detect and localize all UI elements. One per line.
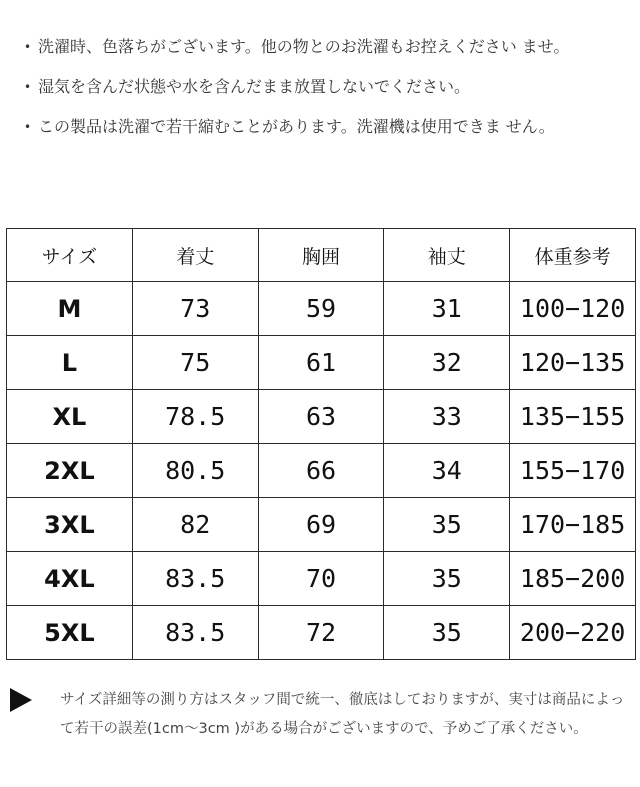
table-row [7, 336, 636, 390]
length-cell: 83.5 [132, 606, 258, 660]
header-chest: 胸囲 [258, 229, 384, 282]
sleeve-cell: 34 [384, 444, 510, 498]
care-note-text: 洗濯時、色落ちがございます。他の物とのお洗濯もお控えください ませ。 [38, 37, 570, 56]
care-note [24, 112, 624, 142]
header-sleeve: 袖丈 [384, 229, 510, 282]
chest-cell: 69 [258, 498, 384, 552]
triangle-right-icon [10, 688, 54, 712]
weight-cell: 185−200 [510, 552, 636, 606]
table-row [7, 606, 636, 660]
care-note-text: 湿気を含んだ状態や水を含んだまま放置しないでください。 [38, 77, 471, 96]
table-row [7, 552, 636, 606]
weight-cell: 100−120 [510, 282, 636, 336]
sleeve-cell: 35 [384, 606, 510, 660]
chest-cell: 72 [258, 606, 384, 660]
length-cell: 78.5 [132, 390, 258, 444]
header-weight: 体重参考 [510, 229, 636, 282]
size-cell: 3XL [7, 498, 133, 552]
length-cell: 73 [132, 282, 258, 336]
bullet-icon: • [24, 120, 32, 134]
weight-cell: 135−155 [510, 390, 636, 444]
care-note [24, 72, 624, 102]
length-cell: 80.5 [132, 444, 258, 498]
chest-cell: 63 [258, 390, 384, 444]
chest-cell: 70 [258, 552, 384, 606]
table-header-row [7, 229, 636, 282]
size-cell: L [7, 336, 133, 390]
sleeve-cell: 33 [384, 390, 510, 444]
care-notes [24, 32, 624, 152]
size-cell: 2XL [7, 444, 133, 498]
size-cell: XL [7, 390, 133, 444]
length-cell: 83.5 [132, 552, 258, 606]
table-row [7, 390, 636, 444]
care-note-text: この製品は洗濯で若干縮むことがあります。洗濯機は使用できま せん。 [38, 117, 555, 136]
weight-cell: 155−170 [510, 444, 636, 498]
table-row [7, 444, 636, 498]
table-row [7, 498, 636, 552]
sleeve-cell: 31 [384, 282, 510, 336]
size-cell: 4XL [7, 552, 133, 606]
chest-cell: 66 [258, 444, 384, 498]
length-cell: 82 [132, 498, 258, 552]
measurement-note [10, 686, 632, 744]
weight-cell: 200−220 [510, 606, 636, 660]
weight-cell: 170−185 [510, 498, 636, 552]
size-table [6, 228, 636, 660]
length-cell: 75 [132, 336, 258, 390]
sleeve-cell: 32 [384, 336, 510, 390]
sleeve-cell: 35 [384, 552, 510, 606]
bullet-icon: • [24, 40, 32, 54]
size-cell: M [7, 282, 133, 336]
header-size: サイズ [7, 229, 133, 282]
sleeve-cell: 35 [384, 498, 510, 552]
chest-cell: 59 [258, 282, 384, 336]
header-length: 着丈 [132, 229, 258, 282]
chest-cell: 61 [258, 336, 384, 390]
weight-cell: 120−135 [510, 336, 636, 390]
measurement-note-text: サイズ詳細等の測り方はスタッフ間で統一、徹底はしておりますが、実寸は商品によって若干の誤差(1cm〜3cm )がある場合がございますので、予めご了承ください。 [60, 692, 625, 737]
size-cell: 5XL [7, 606, 133, 660]
care-note [24, 32, 624, 62]
bullet-icon: • [24, 80, 32, 94]
table-row [7, 282, 636, 336]
